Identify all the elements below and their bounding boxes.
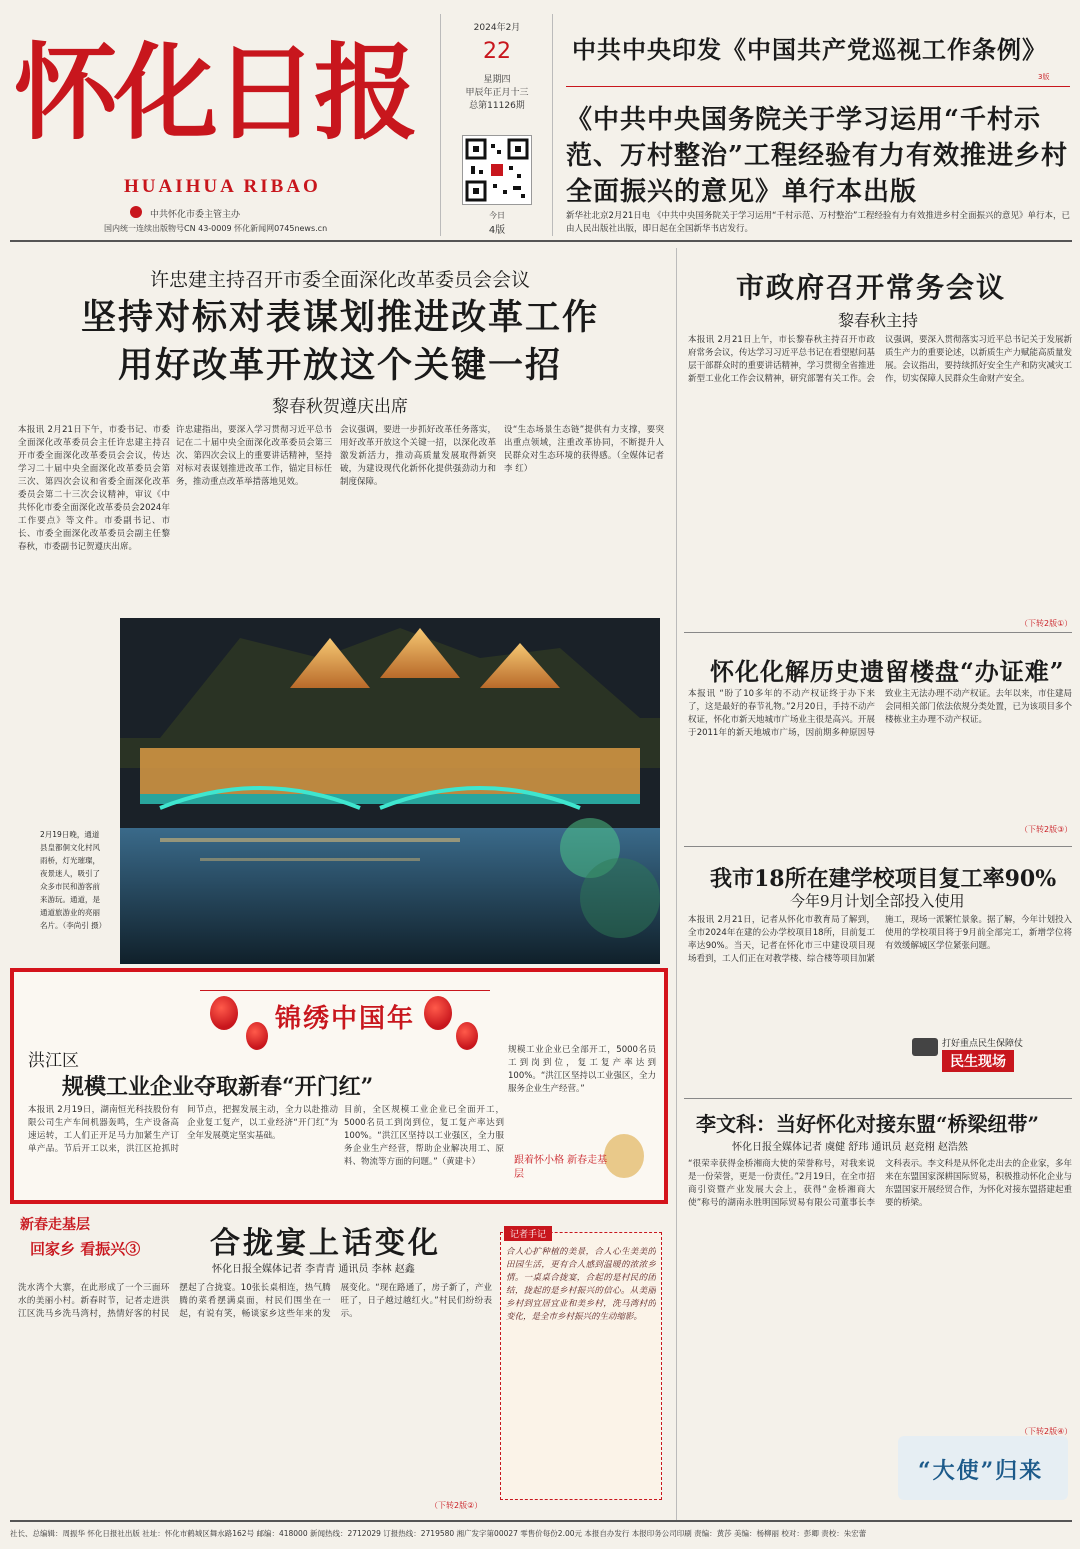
school-subhead: 今年9月计划全部投入使用 bbox=[790, 892, 965, 910]
ambassador-label: “大使”归来 bbox=[918, 1458, 1044, 1484]
gov-meeting-subhead: 黎春秋主持 bbox=[838, 311, 919, 330]
lantern-icon bbox=[424, 996, 452, 1030]
rural-revitalization-body: 新华社北京2月21日电 《中共中央国务院关于学习运用“千村示范、万村整治”工程经验有力有效推进乡村全面振兴的意见》单行本，已由人民出版社出版，即日起在全国新华书店发行。 bbox=[566, 211, 1070, 234]
school-body: 本报讯 2月21日，记者从怀化市教育局了解到，全市2024年在建的公办学校项目18所，目前复工率达90%。当天，记者在怀化市三中建设项目现场看到，工人们正在对教学楼、综合楼等项目加紧施工，现场一派繁忙景象。据了解，今年计划投入使用的学校项目将于9月前全部完工，新增学位将有效缓解城区学位紧张问题。 bbox=[688, 915, 1072, 964]
sponsor-line: 中共怀化市委主管主办 bbox=[150, 210, 241, 220]
lead-headline-line2: 用好改革开放这个关键一招 bbox=[117, 345, 562, 386]
camera-icon bbox=[912, 1038, 938, 1056]
livelihood-badge bbox=[912, 1036, 1064, 1072]
building-cert-body: 本报讯 “盼了10多年的不动产权证终于办下来了，这是最好的春节礼物。”2月20日，手持不动产权证，怀化市新天地城市广场业主很是高兴。开展于2011年的新天地城市广场，因前期多种原因导致业主无法办理不动产权证。去年以来，市住建局会同相关部门依法依规分类处置，已为该项目多个楼栋业主办理不动产权证。 bbox=[688, 689, 1072, 738]
building-cert-continued[interactable]: （下转2版③） bbox=[1020, 825, 1073, 834]
li-wenke-continued[interactable]: （下转2版④） bbox=[1020, 1427, 1073, 1436]
ambassador-box bbox=[898, 1436, 1068, 1500]
series-badge-1: 新春走基层 bbox=[20, 1217, 90, 1233]
lantern-icon bbox=[246, 1022, 268, 1050]
wind-rain-bridge-photo bbox=[120, 618, 660, 964]
livelihood-badge-label: 民生现场 bbox=[942, 1050, 1014, 1072]
district-label: 洪江区 bbox=[28, 1051, 79, 1071]
issue-number: 总第11126期 bbox=[469, 101, 525, 111]
page-count: 4版 bbox=[488, 225, 506, 236]
lantern-icon bbox=[456, 1022, 478, 1050]
banner-top-rule bbox=[200, 990, 490, 991]
lead-headline-line1: 坚持对标对表谋划推进改革工作 bbox=[80, 297, 599, 338]
top-right-red-rule bbox=[566, 86, 1070, 87]
lead-col-1: 本报讯 2月21日下午，市委书记、市委全面深化改革委员会主任许忠建主持召开市委全面深化改革委员会会议，传达学习二十届中央全面深化改革委员会第三次、第四次会议和省委全面深化改革委员会第二十三次会议精神，审议《中共怀化市委全面深化改革委员会2024年工作要点》等文件。市委副书记、市长、市委全面深化改革委员会副主任黎春秋，市委副书记贺遵庆出席。 bbox=[18, 425, 170, 552]
school-headline[interactable]: 我市18所在建学校项目复工率90% bbox=[710, 866, 1057, 892]
industry-body-1: 本报讯 2月19日，湖南恒光科技股份有限公司生产车间机器轰鸣，生产设备高速运转，工人们正开足马力加紧生产订单产品。节后开工以来，洪江区抢抓时间节点，把握发展主动，全力以赴推动企业复工复产，以工业经济“开门红”为全年发展奠定坚实基础。 bbox=[28, 1105, 338, 1154]
lead-headline[interactable] bbox=[20, 294, 660, 390]
hedong-feast-continued[interactable]: （下转2版②） bbox=[430, 1501, 483, 1510]
reporter-note-body: 合人心扩种植的美景，合人心生美美的田园生活，更有合人感到温暖的浓浓乡情。一桌桌合拢宴，合起的是村民的团结，拢起的是乡村振兴的信心。从美丽乡村到宜居宜业和美乡村，洗马湾村的变化，是全市乡村振兴的生动缩影。 bbox=[506, 1247, 656, 1322]
publication-number: 国内统一连续出版物号CN 43-0009 怀化新闻网0745news.cn bbox=[104, 224, 328, 233]
date-weekday: 星期四 bbox=[483, 75, 511, 85]
jinxiu-banner: 锦绣中国年 bbox=[275, 1004, 416, 1034]
lead-col-3: 会议强调，要进一步抓好改革任务落实，用好改革开放这个关键一招，以深化改革激发新活力，推动高质量发展取得新突破，为建设现代化新怀化提供强劲动力和制度保障。 bbox=[340, 425, 496, 487]
footer-rule bbox=[10, 1520, 1072, 1522]
hedong-feast-body: 洗水湾个大寨，在此形成了一个三面环水的美丽小村。新春时节，记者走进洪江区洗马乡洗马湾村，热情好客的村民摆起了合拢宴。10张长桌相连，热气腾腾的菜肴摆满桌面，村民们围坐在一起，有说有笑，畅谈家乡这些年来的发展变化。“现在路通了，房子新了，产业旺了，日子越过越红火。”村民们纷纷表示。 bbox=[18, 1283, 492, 1319]
reporter-note-title: 记者手记 bbox=[504, 1226, 552, 1241]
date-day: 22 bbox=[483, 39, 511, 64]
date-year-month: 2024年2月 bbox=[473, 23, 521, 33]
lead-kicker: 许忠建主持召开市委全面深化改革委员会会议 bbox=[149, 269, 530, 291]
gov-meeting-body: 本报讯 2月21日上午，市长黎春秋主持召开市政府常务会议，传达学习习近平总书记在看望慰问基层干部群众时的重要讲话精神，学习贯彻全省推进新型工业化工作会议精神，研究部署有关工作。会议强调，要深入贯彻落实习近平总书记关于发展新质生产力的重要论述，以新质生产力赋能高质量发展。会议指出，要持续抓好安全生产和防灾减灾工作，切实保障人民群众生命财产安全。 bbox=[688, 335, 1072, 384]
industry-headline[interactable]: 规模工业企业夺取新春“开门红” bbox=[62, 1074, 374, 1100]
li-wenke-body: “很荣幸获得金桥湘商大使的荣誉称号，对我来说是一份荣誉，更是一份责任。”2月19日，在全市招商引资暨产业发展大会上，获得“金桥湘商大使”称号的湖南永胜明国际贸易有限公司董事长李文科表示。李文科是从怀化走出去的企业家，多年来在东盟国家深耕国际贸易，积极推动怀化企业与东盟国家开展经贸合作，为怀化对接东盟搭建起重要的桥梁。 bbox=[688, 1159, 1072, 1208]
party-emblem-icon bbox=[130, 206, 142, 218]
lead-subhead: 黎春秋贺遵庆出席 bbox=[272, 397, 408, 417]
headline-inspection-regulation[interactable]: 中共中央印发《中国共产党巡视工作条例》 bbox=[572, 35, 1047, 64]
industry-body-3: 规模工业企业已全部开工，5000名员工到岗到位，复工复产率达到100%。“洪江区坚持以工业强区，全力服务企业生产经营。” bbox=[508, 1045, 656, 1094]
follow-tag-box bbox=[514, 1134, 658, 1194]
follow-tag: 跟着怀小格 新春走基层 bbox=[514, 1155, 608, 1180]
qr-code-icon[interactable] bbox=[462, 135, 532, 205]
hedong-feast-byline: 怀化日报全媒体记者 李青青 通讯员 李林 赵鑫 bbox=[212, 1264, 415, 1275]
lead-col-2: 许忠建指出，要深入学习贯彻习近平总书记在二十届中央全面深化改革委员会第三次、第四次会议上的重要讲话精神，坚持对标对表谋划推进改革工作，锚定目标任务，推动重点改革举措落地见效。 bbox=[176, 425, 332, 487]
rule-school bbox=[684, 1098, 1072, 1099]
rule-gov bbox=[684, 632, 1072, 633]
building-cert-headline[interactable]: 怀化化解历史遗留楼盘“办证难” bbox=[710, 657, 1065, 686]
date-box bbox=[448, 20, 546, 111]
livelihood-tag: 打好重点民生保障仗 bbox=[942, 1039, 1024, 1049]
masthead-title: 怀化日报 bbox=[14, 31, 415, 154]
li-wenke-headline[interactable]: 李文科：当好怀化对接东盟“桥梁纽带” bbox=[696, 1112, 1040, 1136]
column-divider-main bbox=[676, 248, 677, 1522]
masthead-divider-left bbox=[440, 14, 441, 236]
series-badge bbox=[20, 1214, 190, 1266]
headline-rural-revitalization[interactable]: 《中共中央国务院关于学习运用“千村示范、万村整治”工程经验有力有效推进乡村全面振兴的意见》单行本出版 bbox=[566, 105, 1068, 207]
today-pages bbox=[462, 210, 532, 236]
series-badge-2: 回家乡 看振兴③ bbox=[30, 1240, 141, 1258]
gov-meeting-continued[interactable]: （下转2版①） bbox=[1020, 619, 1073, 628]
footer-info: 社长、总编辑：周振华 怀化日报社出版 社址：怀化市鹤城区舞水路162号 邮编：418000 新闻热线：2712029 订报热线：2719580 湘广发字第00027 零售价每份2.00元 本报自办发行 本报印务公司印刷 责编：黄莎 美编：杨柳丽 校对：彭卿 责校：朱宏蕾 bbox=[10, 1529, 867, 1538]
headline1-page-ref: 3版 bbox=[1038, 73, 1050, 81]
lantern-icon bbox=[210, 996, 238, 1030]
lead-col-4: 设“生态场景生态链”提供有力支撑，要突出重点领域，注重改革协同，不断提升人民群众对生态环境的获得感。（全媒体记者 李 红） bbox=[504, 425, 664, 474]
rule-build bbox=[684, 846, 1072, 847]
li-wenke-byline: 怀化日报全媒体记者 虞健 舒玮 通讯员 赵竞栩 赵浩然 bbox=[732, 1142, 968, 1153]
gov-meeting-headline[interactable]: 市政府召开常务会议 bbox=[736, 271, 1007, 304]
date-lunar: 甲辰年正月十三 bbox=[465, 88, 529, 98]
hedong-feast-headline[interactable]: 合拢宴上话变化 bbox=[210, 1226, 441, 1261]
masthead-divider-right bbox=[552, 14, 553, 236]
industry-body-2: 目前，全区规模工业企业已全面开工，5000名员工到岗到位，复工复产率达到100%。“洪江区坚持以工业强区，全力服务企业生产经营，帮助企业解决用工、原料、物流等方面的问题。”（黄建卡） bbox=[344, 1105, 504, 1167]
masthead-pinyin: HUAIHUA RIBAO bbox=[124, 176, 321, 197]
photo-caption: 2月19日晚，通道县皇都侗文化村风雨桥，灯光璀璨，夜景迷人，吸引了众多市民和游客前来游玩。通道，是通道旅游业的亮丽名片。（李尚引 摄） bbox=[40, 830, 107, 930]
today-label: 今日 bbox=[489, 211, 505, 220]
masthead-bottom-rule bbox=[10, 240, 1072, 242]
